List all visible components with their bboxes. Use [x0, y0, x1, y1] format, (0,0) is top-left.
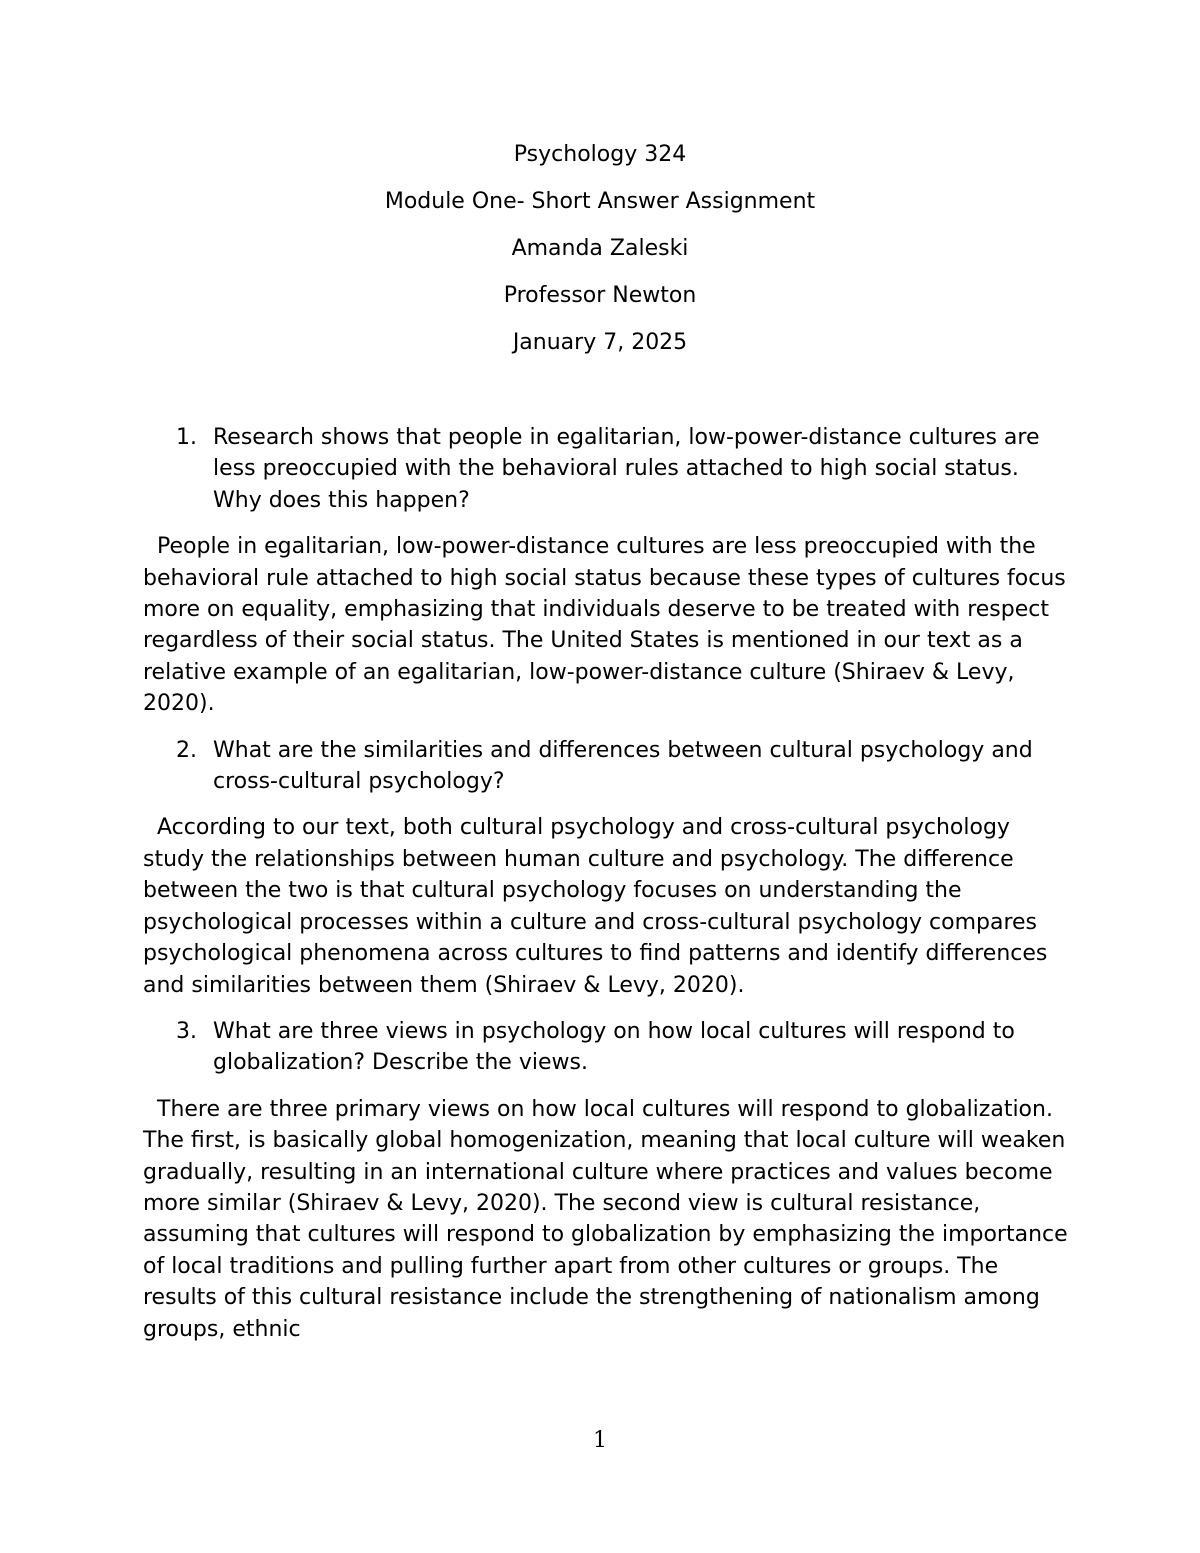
author-name: Amanda Zaleski: [511, 236, 689, 261]
question-1: [143, 422, 1073, 516]
document-body: [143, 422, 1073, 1360]
question-2: [143, 735, 1073, 798]
answer-1: People in egalitarian, low-power-distance cultures are less preoccupied with the behavioral rule attached to high social status because these types of cultures focus more on equality, emphasizing that individuals deserve to be treated with respect regardless of their social status. The United States is mentioned in our text as a relative example of an egalitarian, low-power-distance culture (Shiraev & Levy, 2020).: [143, 534, 1066, 717]
question-number: 3.: [176, 1018, 197, 1044]
professor-name: Professor Newton: [503, 283, 697, 308]
question-3: [143, 1016, 1073, 1079]
title-block: [0, 139, 1200, 374]
course-title: Psychology 324: [513, 142, 687, 167]
question-number: 1.: [176, 425, 197, 450]
assignment-title: Module One- Short Answer Assignment: [384, 189, 816, 214]
question-number: 2.: [176, 737, 197, 763]
question-text: What are three views in psychology on how local cultures will respond to globalization? Describe the views.: [213, 1018, 1015, 1076]
question-text: What are the similarities and differences between cultural psychology and cross-cultural psychology?: [213, 737, 1033, 795]
answer-2: According to our text, both cultural psychology and cross-cultural psychology study the relationships between human culture and psychology. The difference between the two is that cultural psychology focuses on understanding the psychological processes within a culture and cross-cultural psychology compares psychological phenomena across cultures to find patterns and identify differences and similarities between them (Shiraev & Levy, 2020).: [143, 815, 1048, 998]
question-text: Research shows that people in egalitarian, low-power-distance cultures are less preoccupied with the behavioral rules attached to high social status. Why does this happen?: [213, 425, 1040, 513]
answer-3: There are three primary views on how local cultures will respond to globalization. The first, is basically global homogenization, meaning that local culture will weaken gradually, resulting in an international culture where practices and values become more similar (Shiraev & Levy, 2020). The second view is cultural resistance, assuming that cultures will respond to globalization by emphasizing the importance of local traditions and pulling further apart from other cultures or groups. The results of this cultural resistance include the strengthening of nationalism among groups, ethnic: [143, 1096, 1068, 1342]
page-number: 1: [593, 1428, 607, 1453]
assignment-date: January 7, 2025: [512, 330, 688, 355]
